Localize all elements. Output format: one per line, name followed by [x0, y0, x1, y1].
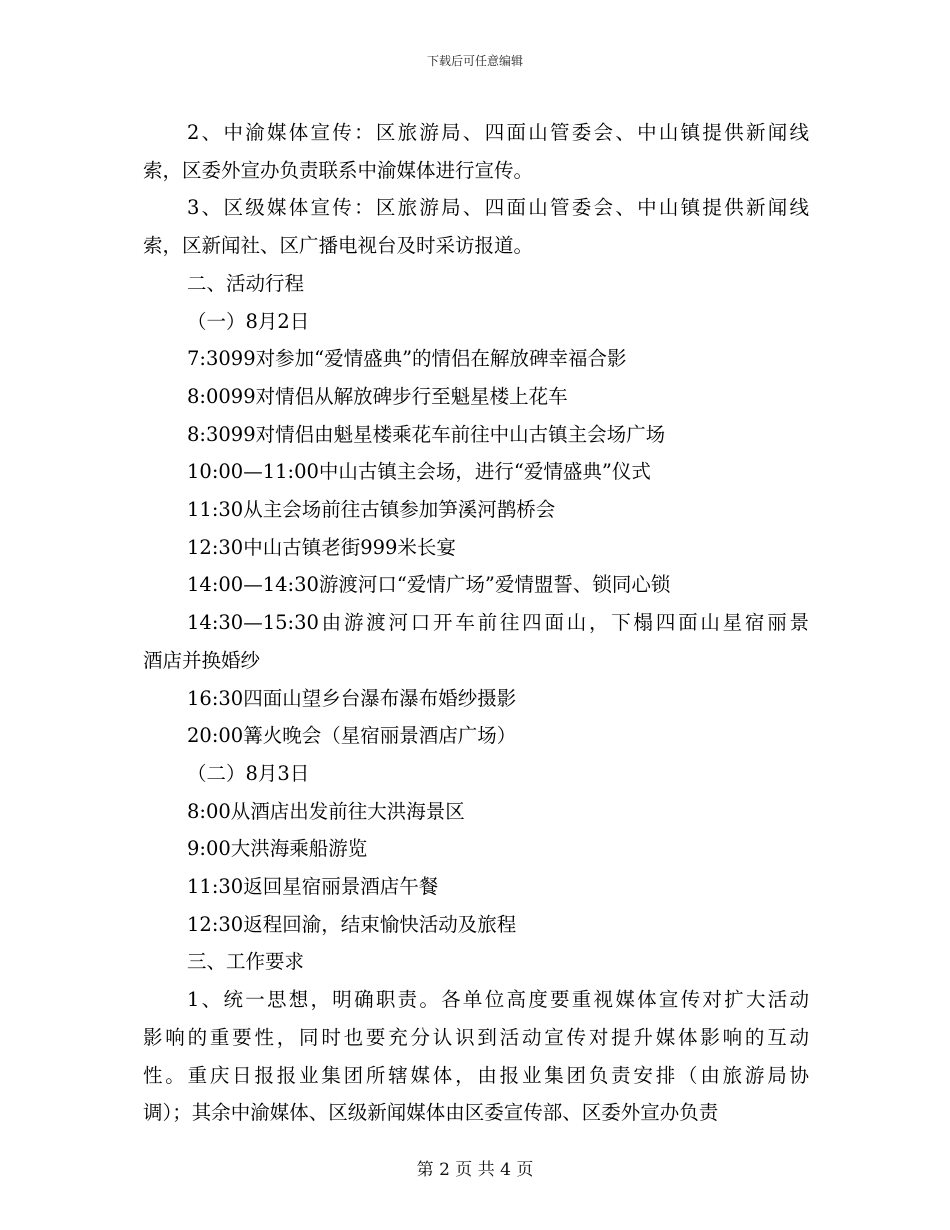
paragraph-continuation-line: 索，区委外宣办负责联系中渝媒体进行宣传。 — [143, 158, 534, 182]
paragraph-line: 1、统一思想，明确职责。各单位高度要重视媒体宣传对扩大活动 — [187, 988, 809, 1012]
paragraph-line: 11:30从主会场前往古镇参加笋溪河鹊桥会 — [187, 498, 556, 522]
page-footer: 第 2 页 共 4 页 — [416, 1160, 534, 1180]
paragraph-line: 8:00从酒店出发前往大洪海景区 — [187, 799, 465, 823]
paragraph-line: 10:00—11:00中山古镇主会场，进行“爱情盛典”仪式 — [187, 460, 651, 484]
paragraph-line: 12:30中山古镇老街999米长宴 — [187, 535, 456, 559]
paragraph-line: 8:3099对情侣由魁星楼乘花车前往中山古镇主会场广场 — [187, 422, 666, 446]
paragraph-line: 7:3099对参加“爱情盛典”的情侣在解放碑幸福合影 — [187, 347, 627, 371]
paragraph-line: 二、活动行程 — [187, 271, 305, 295]
paragraph-line: 3、区级媒体宣传：区旅游局、四面山管委会、中山镇提供新闻线 — [187, 196, 809, 220]
page-header: 下载后可任意编辑 — [426, 54, 523, 68]
paragraph-line: 14:00—14:30游渡河口“爱情广场”爱情盟誓、锁同心锁 — [187, 573, 671, 597]
paragraph-continuation-line: 酒店并换婚纱 — [143, 648, 261, 672]
paragraph-continuation-line: 调）；其余中渝媒体、区级新闻媒体由区委宣传部、区委外宣办负责 — [143, 1101, 719, 1125]
paragraph-continuation-line: 索，区新闻社、区广播电视台及时采访报道。 — [143, 234, 534, 258]
paragraph-line: 2、中渝媒体宣传：区旅游局、四面山管委会、中山镇提供新闻线 — [187, 121, 809, 144]
paragraph-continuation-line: 影响的重要性，同时也要充分认识到活动宣传对提升媒体影响的互动 — [143, 1025, 809, 1049]
paragraph-line: 16:30四面山望乡台瀑布瀑布婚纱摄影 — [187, 686, 517, 710]
paragraph-line: （二）8月3日 — [187, 761, 310, 785]
paragraph-line: （一）8月2日 — [187, 309, 310, 333]
paragraph-line: 20:00篝火晚会（星宿丽景酒店广场） — [187, 724, 517, 748]
document-body — [143, 114, 809, 1132]
paragraph-line: 14:30—15:30由游渡河口开车前往四面山，下榻四面山星宿丽景 — [187, 611, 809, 635]
paragraph-continuation-line: 性。重庆日报报业集团所辖媒体，由报业集团负责安排（由旅游局协 — [143, 1063, 809, 1087]
paragraph-line: 9:00大洪海乘船游览 — [187, 837, 368, 861]
paragraph-line: 8:0099对情侣从解放碑步行至魁星楼上花车 — [187, 384, 568, 408]
paragraph-line: 11:30返回星宿丽景酒店午餐 — [187, 875, 439, 899]
paragraph-line: 12:30返程回渝，结束愉快活动及旅程 — [187, 912, 517, 936]
paragraph-line: 三、工作要求 — [187, 950, 305, 974]
